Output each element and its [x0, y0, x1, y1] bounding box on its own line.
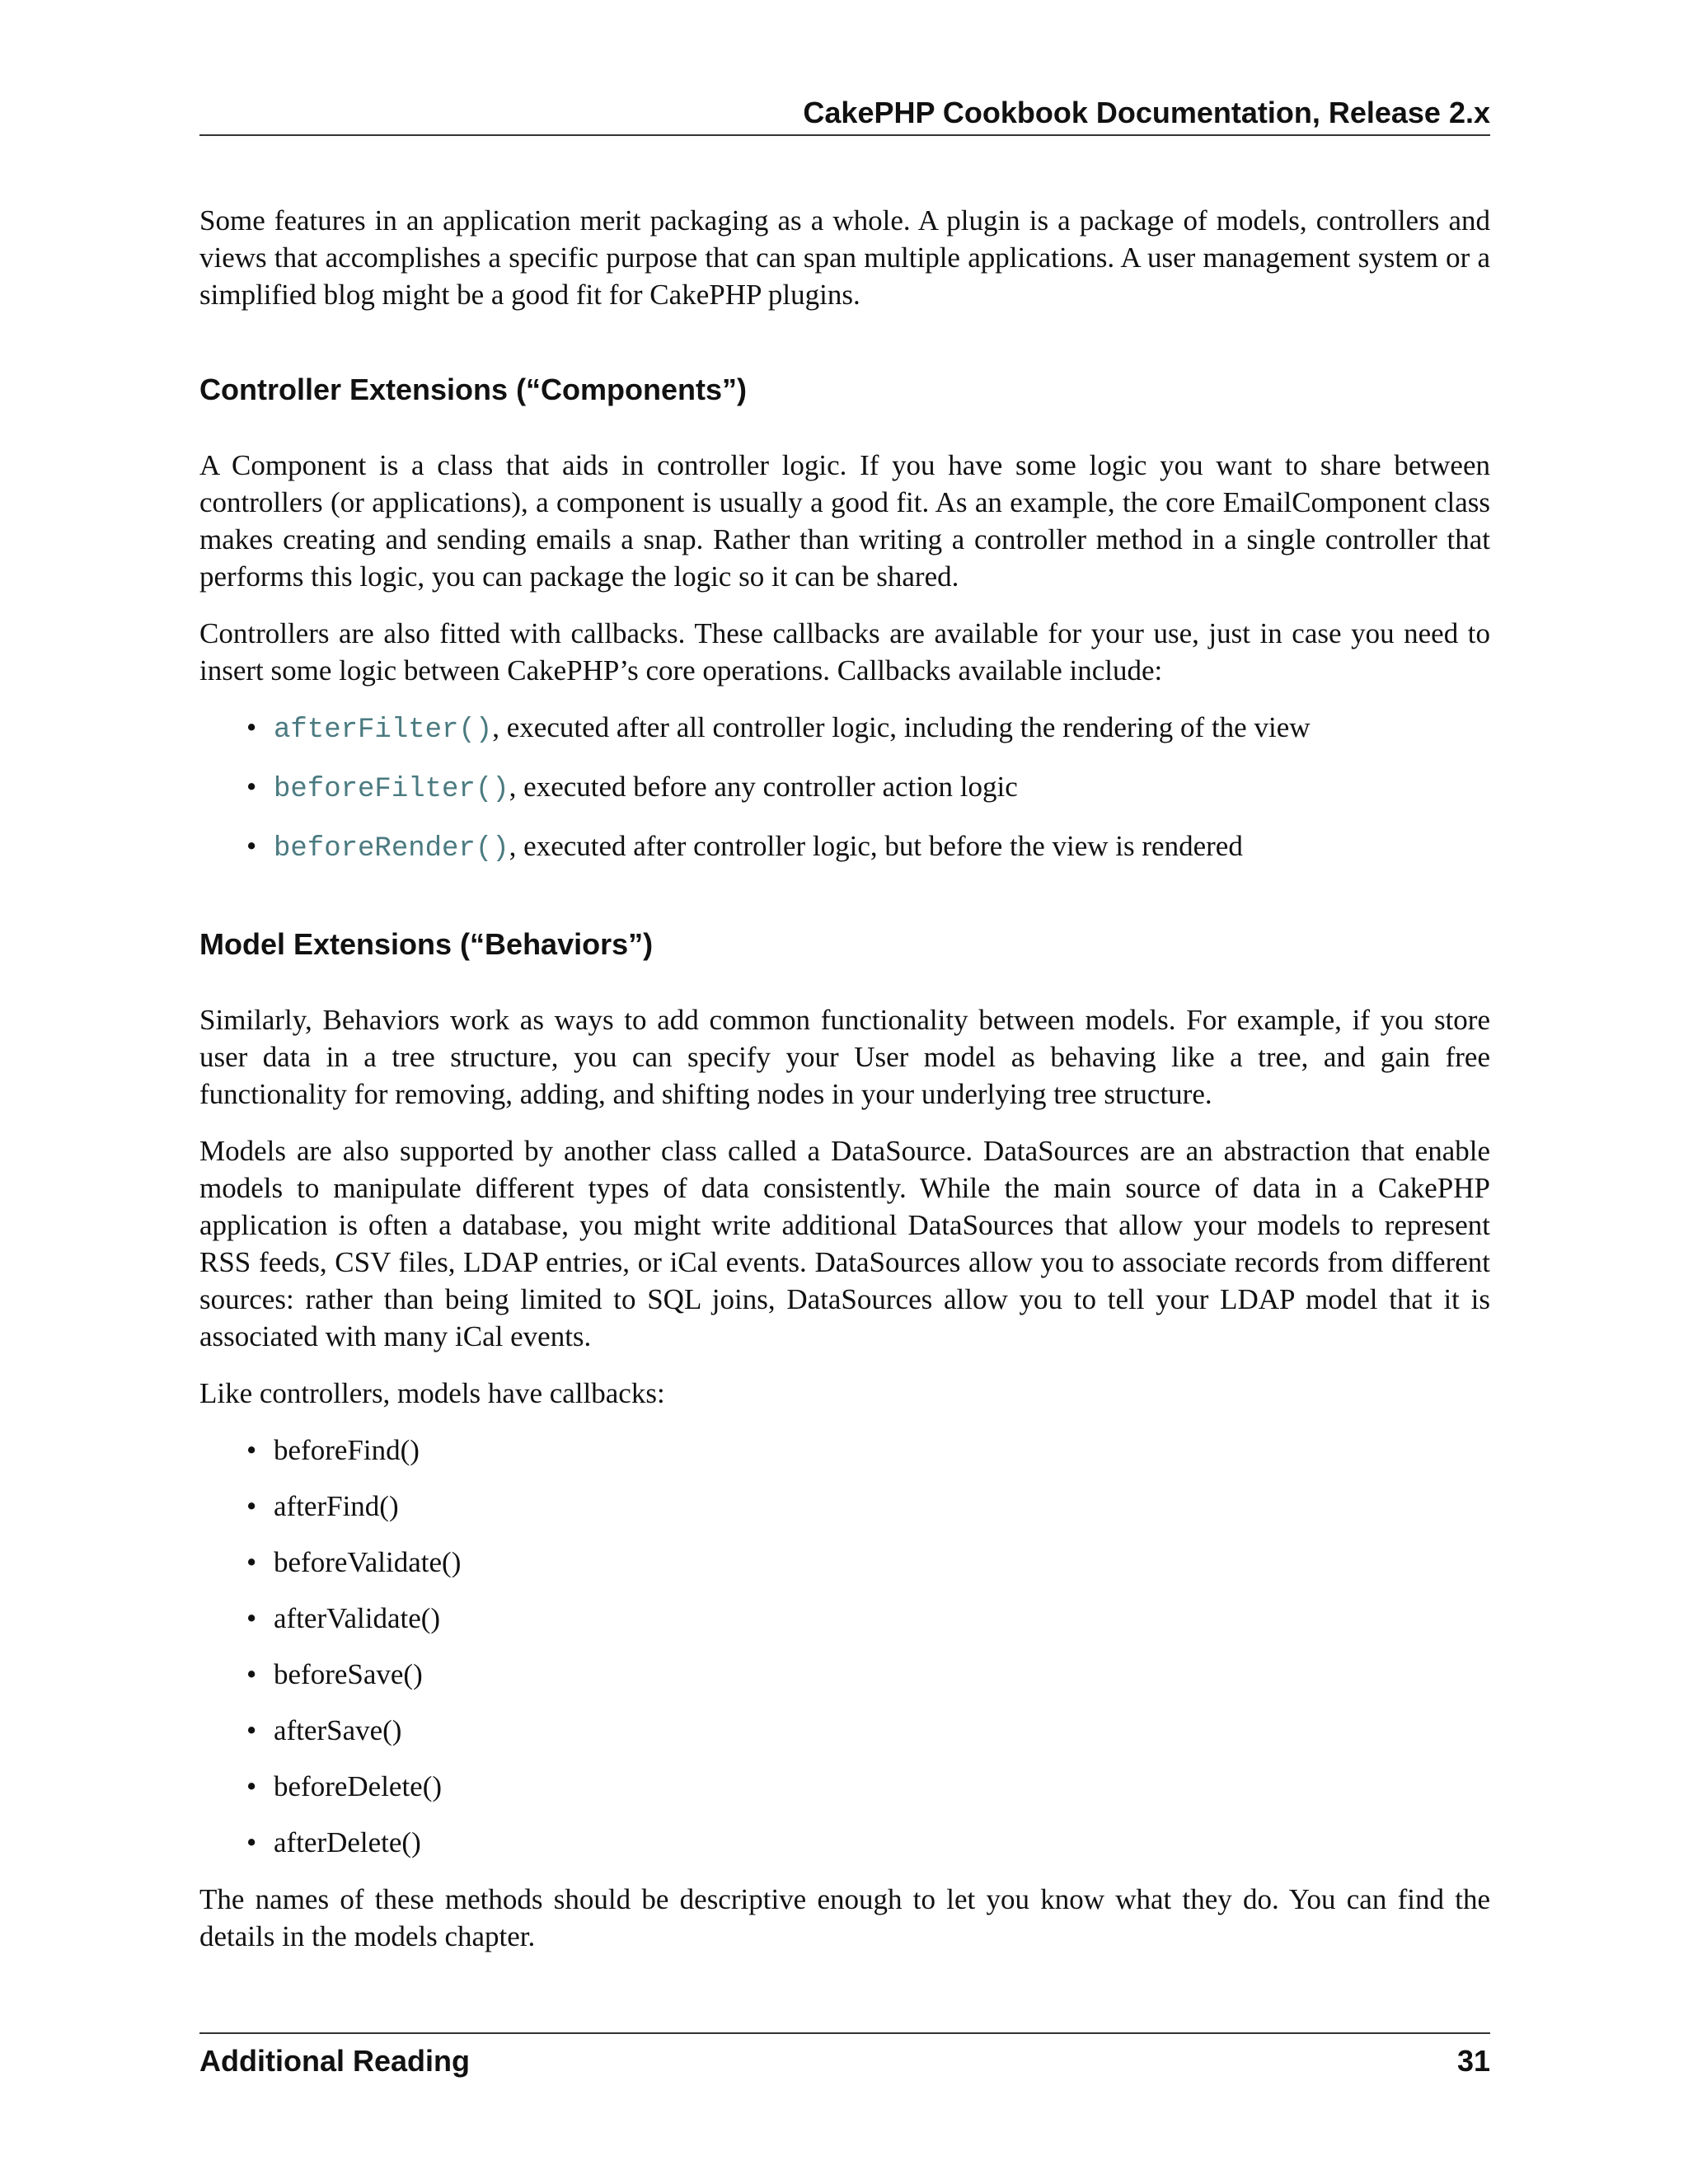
model-callback: afterSave()	[274, 1714, 402, 1746]
components-heading: Controller Extensions (“Components”)	[199, 373, 748, 406]
page-number: 31	[1456, 2044, 1490, 2078]
controller-callbacks-list	[199, 709, 1490, 868]
callback-description: , executed after controller logic, but before the view is rendered	[509, 830, 1243, 862]
footer-section-title: Additional Reading	[199, 2044, 470, 2078]
list-item	[199, 1824, 1490, 1861]
model-callback: afterDelete()	[274, 1826, 421, 1858]
bullet-icon: •	[246, 1490, 257, 1522]
model-callback: beforeFind()	[274, 1434, 420, 1466]
list-item	[199, 1600, 1490, 1637]
components-paragraph-2: Controllers are also fitted with callbacks. These callbacks are available for your use, just in case you need to insert some logic between CakePHP’s core operations. Callbacks available include:	[199, 617, 1490, 687]
behaviors-paragraph-2: Models are also supported by another class called a DataSource. DataSources are an abstraction that enable models to manipulate different types of data consistently. While the main source of data in a CakePHP application is often a database, you might write additional DataSources that allow your models to represent RSS feeds, CSV files, LDAP entries, or iCal events. DataSources allow you to associate records from different sources: rather than being limited to SQL joins, DataSources allow you to tell your LDAP model that it is associated with many iCal events.	[199, 1135, 1490, 1352]
bullet-icon: •	[246, 1826, 257, 1858]
closing-paragraph: The names of these methods should be descriptive enough to let you know what they do. You can find the details in the models chapter.	[199, 1883, 1490, 1952]
callback-description: , executed after all controller logic, including the rendering of the view	[492, 711, 1311, 743]
list-item	[199, 1432, 1490, 1469]
bullet-icon: •	[246, 1714, 257, 1746]
components-paragraph-1: A Component is a class that aids in controller logic. If you have some logic you want to share between controllers (or applications), a component is usually a good fit. As an example, the core EmailComponent class makes creating and sending emails a snap. Rather than writing a controller method in a single controller that performs this logic, you can package the logic so it can be shared.	[199, 449, 1490, 593]
page-content	[199, 202, 1490, 1975]
bullet-icon: •	[246, 830, 257, 862]
bullet-icon: •	[246, 1434, 257, 1466]
model-callback: beforeSave()	[274, 1658, 423, 1690]
beforerender-link[interactable]: beforeRender()	[274, 833, 509, 865]
list-item	[199, 827, 1490, 868]
bullet-icon: •	[246, 1658, 257, 1690]
callback-description: , executed before any controller action logic	[509, 771, 1018, 803]
afterfilter-link[interactable]: afterFilter()	[274, 715, 493, 746]
running-footer	[199, 2032, 1490, 2082]
behaviors-paragraph-1: Similarly, Behaviors work as ways to add common functionality between models. For example, if you store user data in a tree structure, you can specify your User model as behaving like a tree, and gain free functionality for removing, adding, and shifting nodes in your underlying tree structure.	[199, 1004, 1490, 1110]
behaviors-paragraph-3: Like controllers, models have callbacks:	[199, 1377, 665, 1409]
list-item	[199, 1488, 1490, 1525]
bullet-icon: •	[246, 771, 257, 803]
model-callback: afterFind()	[274, 1490, 399, 1522]
bullet-icon: •	[246, 1546, 257, 1578]
list-item	[199, 1712, 1490, 1749]
model-callback: beforeValidate()	[274, 1546, 462, 1578]
model-callbacks-list	[199, 1432, 1490, 1861]
bullet-icon: •	[246, 711, 257, 743]
bullet-icon: •	[246, 1770, 257, 1802]
bullet-icon: •	[246, 1602, 257, 1634]
intro-paragraph: Some features in an application merit packaging as a whole. A plugin is a package of models, controllers and views that accomplishes a specific purpose that can span multiple applications. A user management system or a simplified blog might be a good fit for CakePHP plugins.	[199, 204, 1490, 311]
model-callback: beforeDelete()	[274, 1770, 443, 1802]
beforefilter-link[interactable]: beforeFilter()	[274, 774, 509, 805]
header-title: CakePHP Cookbook Documentation, Release 2.x	[803, 96, 1490, 129]
list-item	[199, 1768, 1490, 1805]
running-header	[199, 92, 1490, 136]
list-item	[199, 1544, 1490, 1581]
list-item	[199, 1656, 1490, 1693]
list-item	[199, 709, 1490, 749]
document-page	[199, 0, 1490, 2184]
behaviors-heading: Model Extensions (“Behaviors”)	[199, 927, 654, 961]
list-item	[199, 768, 1490, 808]
model-callback: afterValidate()	[274, 1602, 441, 1634]
